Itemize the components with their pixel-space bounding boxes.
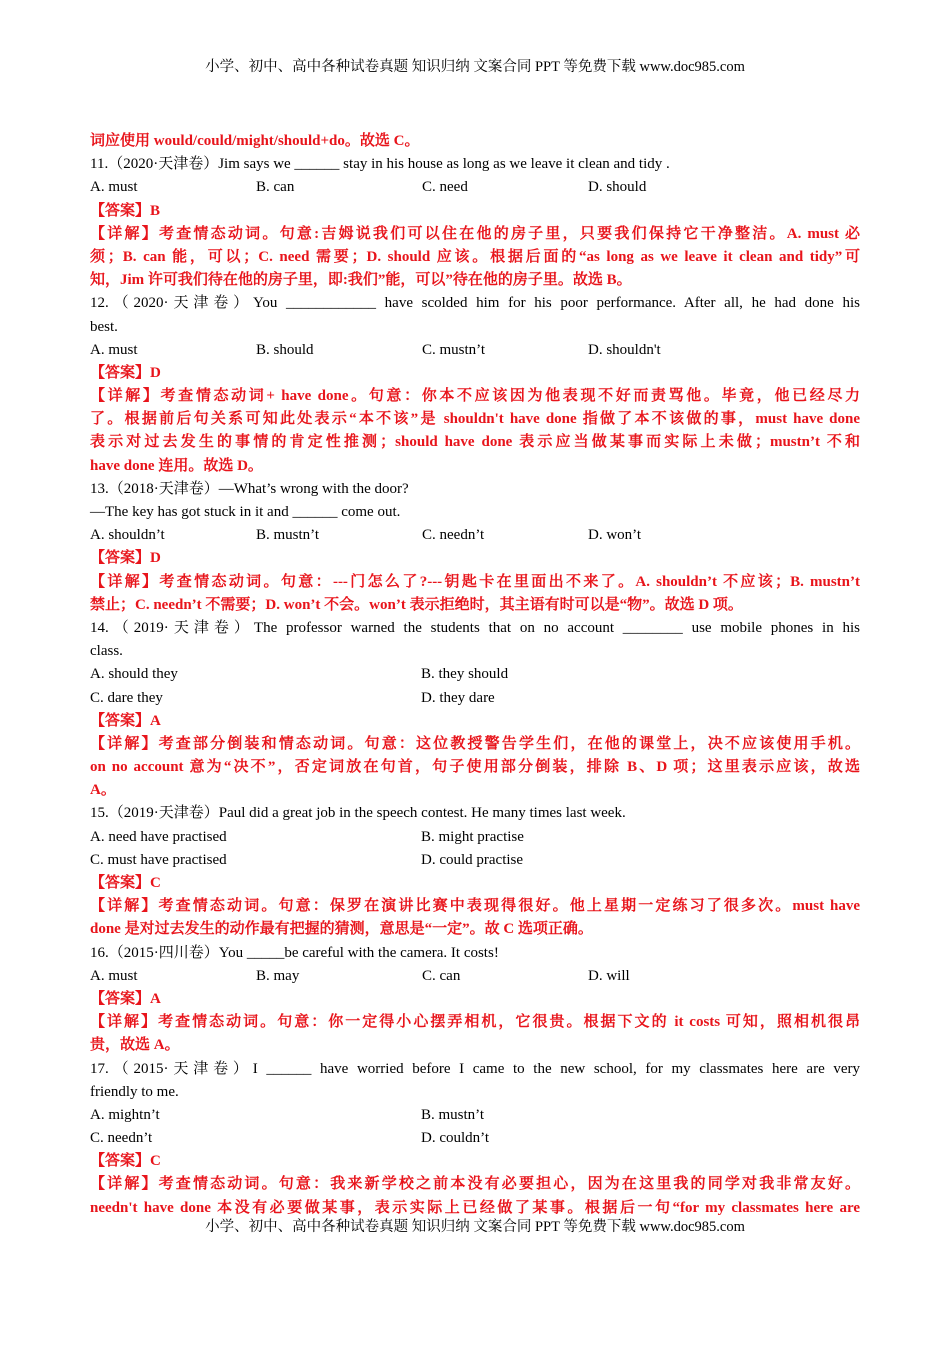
answer-option: A. mightn’t — [90, 1106, 160, 1123]
answer-option: C. can — [422, 967, 461, 984]
answer-option: A. should they — [90, 666, 178, 683]
page-footer: 小学、初中、高中各种试卷真题 知识归纳 文案合同 PPT 等免费下载 www.doc985.com — [205, 1219, 745, 1235]
answer-option: D. will — [588, 967, 630, 984]
question-line: 11.（2020·天津卷）Jim says we ______ stay in his house as long as we leave it clean and tidy . — [90, 156, 670, 173]
answer-options — [90, 339, 860, 362]
answer-explanation-line: 【详解】考查情态动词。句意：我来新学校之前本没有必要担心，因为在这里我的同学对我非常友好。 — [90, 1176, 860, 1193]
answer-options — [90, 1127, 860, 1150]
answer-explanation-line: done 是对过去发生的动作最有把握的猜测，意思是“一定”。故 C 选项正确。 — [90, 921, 593, 938]
answer-explanation-line: 表示对过去发生的事情的肯定性推测；should have done 表示应当做某事而实际上未做；mustn’t 不和 — [90, 434, 860, 451]
answer-explanation-line: 须；B. can 能，可以；C. need 需要；D. should 应该。根据后面的“as long as we leave it clean and tidy”可 — [90, 248, 860, 265]
answer-option: B. may — [256, 967, 300, 984]
answer-option: D. should — [588, 179, 647, 196]
answer-options — [90, 826, 860, 849]
question-line: —The key has got stuck in it and ______ come out. — [90, 504, 401, 520]
answer-option: A. must — [90, 967, 138, 984]
question-line: 13.（2018·天津卷）—What’s wrong with the door? — [90, 480, 409, 497]
answer-explanation-line: 贵，故选 A。 — [90, 1037, 180, 1054]
answer-explanation-line: 【详解】考查情态动词。句意：---门怎么了?---钥匙卡在里面出不来了。A. shouldn’t 不应该；B. mustn’t — [90, 573, 860, 590]
question-line: 14.（2019·天津卷）The professor warned the students that on no account ________ use mobile phones in his — [90, 619, 860, 636]
answer-explanation-line: 【答案】D — [90, 550, 161, 567]
answer-explanation-line: 【答案】C — [90, 875, 161, 891]
answer-option: C. mustn’t — [422, 341, 486, 358]
question-line: class. — [90, 643, 123, 660]
answer-explanation-line: 【详解】考查情态动词。句意：保罗在演讲比赛中表现得很好。他上星期一定练习了很多次。must have — [90, 898, 860, 915]
answer-explanation-line: needn't have done 本没有必要做某事，表示实际上已经做了某事。根据后一句“for my classmates here are — [90, 1199, 860, 1216]
answer-explanation-line: on no account 意为“决不”，否定词放在句首，句子使用部分倒装，排除 B、D 项；这里表示应该，故选 — [90, 759, 860, 776]
question-line: friendly to me. — [90, 1083, 179, 1100]
answer-option: B. mustn’t — [256, 527, 320, 544]
answer-options — [90, 176, 860, 199]
answer-explanation-line: 词应使用 would/could/might/should+do。故选 C。 — [90, 133, 420, 149]
answer-explanation-line: 【详解】考查情态动词。句意：你一定得小心摆弄相机，它很贵。根据下文的 it costs 可知，照相机很昂 — [90, 1014, 860, 1031]
page-header: 小学、初中、高中各种试卷真题 知识归纳 文案合同 PPT 等免费下载 www.doc985.com — [205, 59, 745, 75]
answer-option: C. need — [422, 179, 468, 196]
answer-option: C. needn’t — [90, 1130, 153, 1147]
answer-option: B. might practise — [421, 828, 524, 845]
answer-option: D. shouldn't — [588, 341, 661, 358]
answer-options — [90, 524, 860, 547]
answer-explanation-line: have done 连用。故选 D。 — [90, 457, 263, 474]
answer-explanation-line: 【详解】考查情态动词+ have done。句意：你本不应该因为他表现不好而责骂他。毕竟，他已经尽力 — [90, 388, 860, 405]
answer-explanation-line: 知，Jim 许可我们待在他的房子里，即:我们”能，可以”待在他的房子里。故选 B。 — [90, 272, 632, 289]
answer-option: D. won’t — [588, 527, 642, 544]
answer-option: C. needn’t — [422, 527, 485, 544]
answer-explanation-line: 了。根据前后句关系可知此处表示“本不该”是 shouldn't have done 指做了本不该做的事，must have done — [90, 411, 860, 428]
answer-explanation-line: 【详解】考查部分倒装和情态动词。句意：这位教授警告学生们，在他的课堂上，决不应该使用手机。 — [90, 735, 860, 752]
answer-options — [90, 849, 860, 872]
answer-option: A. must — [90, 179, 138, 196]
answer-option: B. they should — [421, 666, 509, 683]
answer-option: A. must — [90, 341, 138, 358]
answer-explanation-line: 禁止；C. needn’t 不需要；D. won’t 不会。won’t 表示拒绝时，其主语有时可以是“物”。故选 D 项。 — [90, 596, 743, 613]
question-line: best. — [90, 318, 118, 335]
answer-option: A. need have practised — [90, 828, 227, 845]
answer-options — [90, 965, 860, 988]
answer-explanation-line: 【答案】A — [90, 990, 161, 1007]
answer-option: C. must have practised — [90, 851, 227, 868]
answer-options — [90, 663, 860, 686]
answer-explanation-line: 【详解】考查情态动词。句意:吉姆说我们可以住在他的房子里，只要我们保持它干净整洁。A. must 必 — [90, 225, 860, 242]
answer-option: A. shouldn’t — [90, 527, 165, 544]
answer-option: D. could practise — [421, 851, 524, 868]
answer-option: B. mustn’t — [421, 1106, 485, 1123]
answer-option: B. can — [256, 179, 295, 196]
answer-options — [90, 687, 860, 710]
answer-explanation-line: 【答案】D — [90, 364, 161, 381]
answer-option: D. couldn’t — [421, 1130, 490, 1147]
question-line: 12.（2020·天津卷）You ____________ have scolded him for his poor performance. After all, he had done his — [90, 295, 860, 312]
question-line: 17.（2015·天津卷）I ______ have worried before I came to the new school, for my classmates here are very — [90, 1060, 860, 1077]
answer-option: B. should — [256, 341, 314, 358]
answer-options — [90, 1104, 860, 1127]
answer-explanation-line: 【答案】C — [90, 1153, 161, 1170]
answer-explanation-line: 【答案】B — [90, 202, 161, 219]
document-body — [90, 130, 860, 1220]
answer-option: C. dare they — [90, 689, 163, 706]
answer-explanation-line: 【答案】A — [90, 712, 161, 729]
answer-option: D. they dare — [421, 689, 495, 706]
answer-explanation-line: A。 — [90, 782, 116, 799]
question-line: 15.（2019·天津卷）Paul did a great job in the speech contest. He many times last week. — [90, 805, 626, 822]
question-line: 16.（2015·四川卷）You _____be careful with the camera. It costs! — [90, 944, 499, 961]
